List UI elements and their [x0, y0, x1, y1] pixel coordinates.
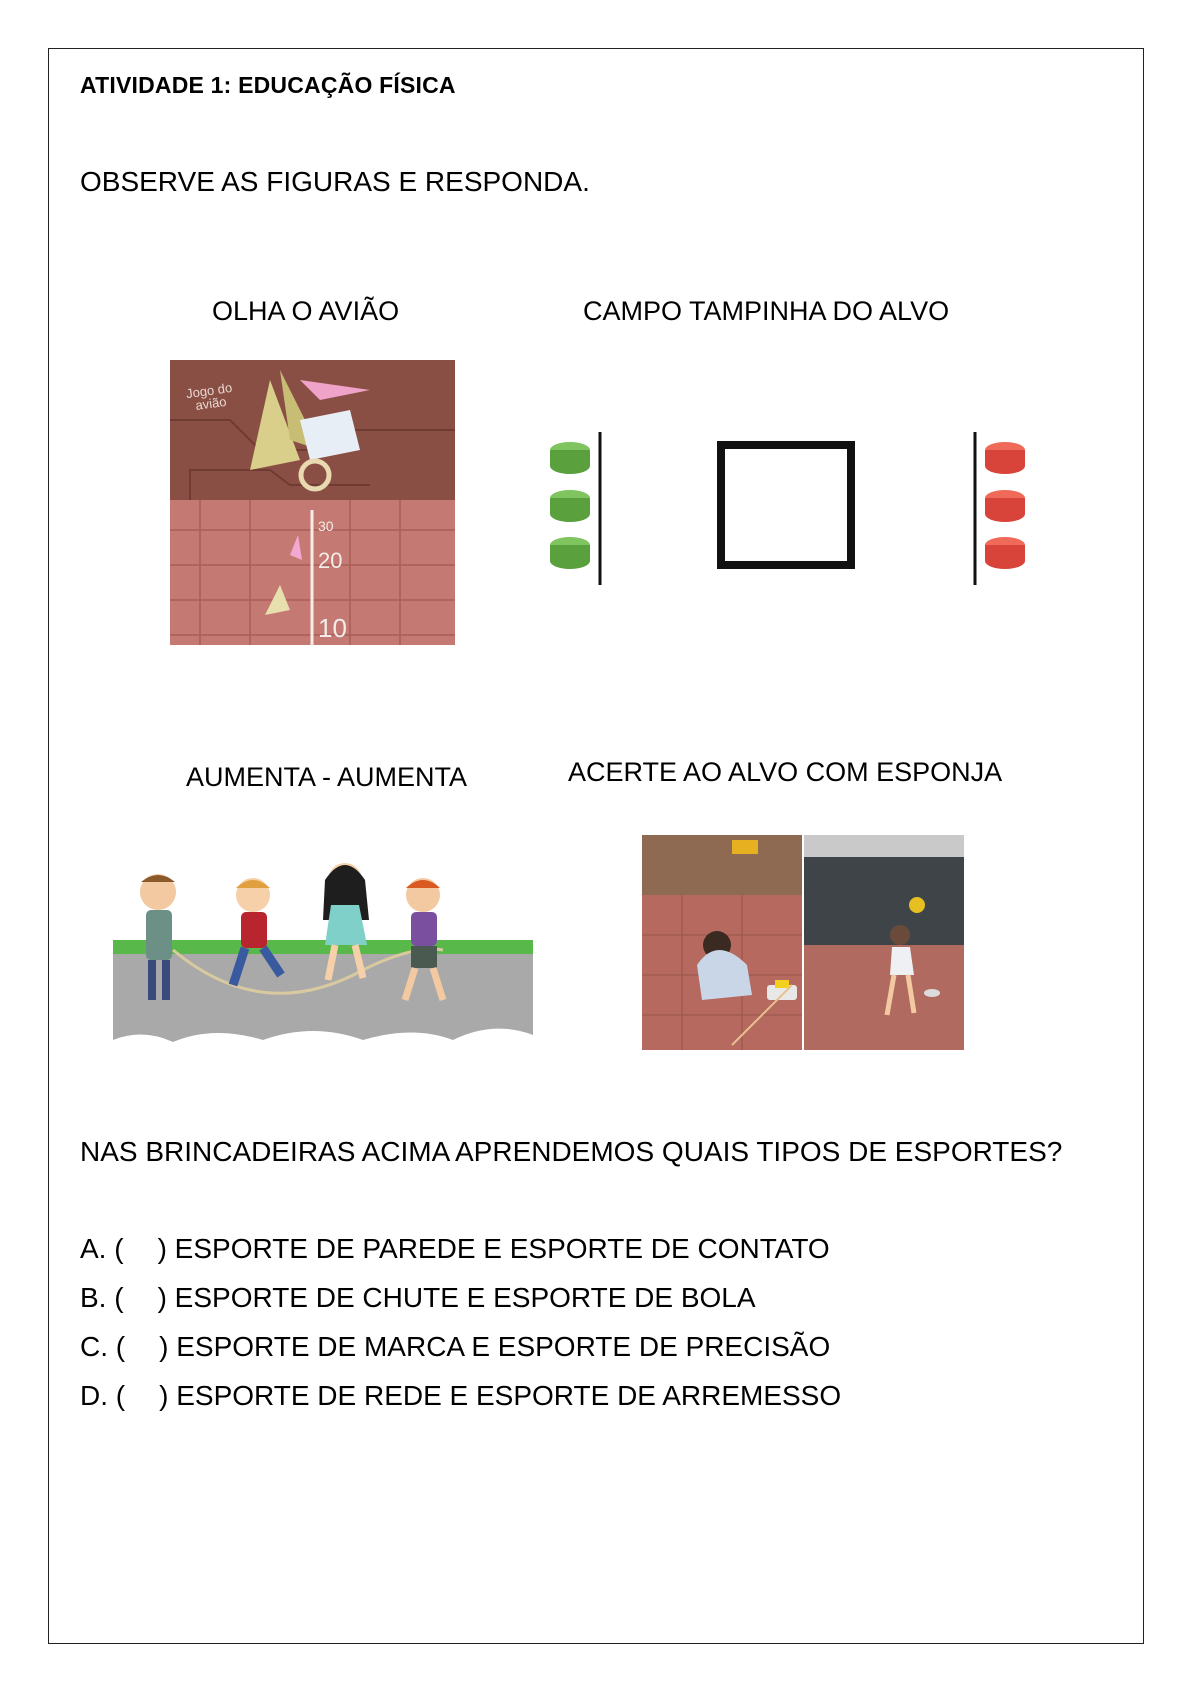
red-caps	[985, 442, 1025, 569]
caption-campo-tampinha: CAMPO TAMPINHA DO ALVO	[583, 296, 950, 326]
option-d-text: ) ESPORTE DE REDE E ESPORTE DE ARREMESSO	[159, 1380, 842, 1411]
caption-acerte-ao-alvo: ACERTE AO ALVO COM ESPONJA	[568, 757, 1003, 787]
option-a-letter: A. (	[80, 1233, 124, 1264]
option-b-letter: B. (	[80, 1282, 124, 1313]
option-d[interactable]	[80, 1380, 841, 1412]
option-c-text: ) ESPORTE DE MARCA E ESPORTE DE PRECISÃO	[159, 1331, 831, 1362]
caption-olha-o-aviao: OLHA O AVIÃO	[212, 296, 400, 326]
diagram-campo-tampinha	[540, 420, 1040, 600]
option-c[interactable]	[80, 1331, 830, 1363]
instruction: OBSERVE AS FIGURAS E RESPONDA.	[80, 166, 590, 197]
question: NAS BRINCADEIRAS ACIMA APRENDEMOS QUAIS TIPOS DE ESPORTES?	[80, 1136, 1063, 1167]
option-c-letter: C. (	[80, 1331, 126, 1362]
image-text-jogo-do-aviao: Jogo do avião	[185, 379, 234, 414]
option-a[interactable]	[80, 1233, 830, 1265]
mark-20: 20	[318, 548, 343, 573]
green-caps	[550, 442, 590, 569]
option-b[interactable]	[80, 1282, 756, 1314]
page-title: ATIVIDADE 1: EDUCAÇÃO FÍSICA	[80, 72, 456, 98]
mark-10: 10	[318, 613, 347, 643]
image-acerte-ao-alvo	[642, 835, 964, 1050]
caption-aumenta-aumenta: AUMENTA - AUMENTA	[186, 762, 468, 792]
option-d-letter: D. (	[80, 1380, 126, 1411]
image-olha-o-aviao	[170, 360, 455, 645]
mark-30: 30	[318, 518, 334, 534]
image-aumenta-aumenta	[113, 850, 533, 1045]
option-a-text: ) ESPORTE DE PAREDE E ESPORTE DE CONTATO	[157, 1233, 830, 1264]
option-b-text: ) ESPORTE DE CHUTE E ESPORTE DE BOLA	[157, 1282, 756, 1313]
